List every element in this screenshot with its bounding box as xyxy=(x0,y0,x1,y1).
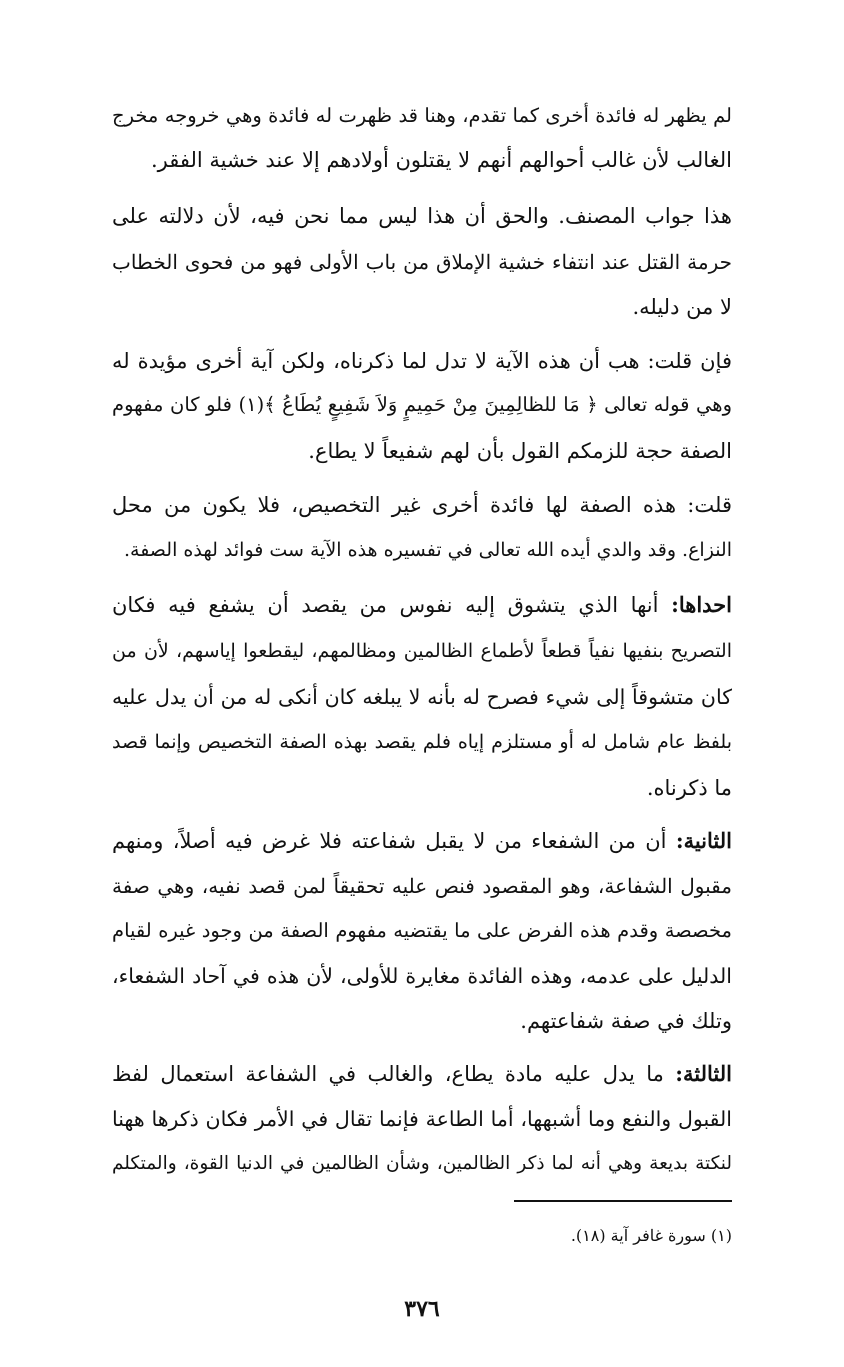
page-number: ٣٧٦ xyxy=(404,1296,440,1322)
text-line: الدليل على عدمه، وهذه الفائدة مغايرة للأولى، لأن هذه في آحاد الشفعاء، xyxy=(112,964,732,988)
text-line: بلفظ عام شامل له أو مستلزم إياه فلم يقصد بهذه الصفة التخصيص وإنما قصد xyxy=(112,731,732,753)
text-line: النزاع. وقد والدي أيده الله تعالى في تفسيره هذه الآية ست فوائد لهذه الصفة. xyxy=(123,539,732,561)
paragraph-heading: الثانية: xyxy=(675,828,732,853)
text-line: هذا جواب المصنف. والحق أن هذا ليس مما نحن فيه، لأن دلالته على xyxy=(112,204,732,228)
text-line: لنكتة بديعة وهي أنه لما ذكر الظالمين، وشأن الظالمين في الدنيا القوة، والمتكلم xyxy=(112,1153,732,1174)
line-text: أنها الذي يتشوق إليه نفوس من يقصد أن يشفع فيه فكان xyxy=(112,593,672,617)
text-line: وتلك في صفة شفاعتهم. xyxy=(520,1009,732,1033)
footnote-divider xyxy=(514,1200,732,1202)
text-line: قلت: هذه الصفة لها فائدة أخرى غير التخصيص، فلا يكون من محل xyxy=(112,493,732,517)
paragraph-heading: الثالثة: xyxy=(675,1061,732,1086)
text-line: ما ذكرناه. xyxy=(646,776,732,800)
text-line: التصريح بنفيها نفياً قطعاً لأطماع الظالمين ومظالمهم، ليقطعوا إياسهم، لأن من xyxy=(112,640,732,662)
text-line xyxy=(112,590,732,620)
text-line: مقبول الشفاعة، وهو المقصود فنص عليه تحقيقاً لمن قصد نفيه، وهي صفة xyxy=(112,874,732,898)
line-text: ما يدل عليه مادة يطاع، والغالب في الشفاعة استعمال لفظ xyxy=(112,1062,676,1086)
text-line: لا من دليله. xyxy=(632,295,732,319)
text-line: فإن قلت: هب أن هذه الآية لا تدل لما ذكرناه، ولكن آية أخرى مؤيدة له xyxy=(112,349,732,373)
text-line: كان متشوقاً إلى شيء فصرح له بأنه لا يبلغه كان أنكى له من أن يدل عليه xyxy=(112,685,732,709)
text-line: الصفة حجة للزمكم القول بأن لهم شفيعاً لا يطاع. xyxy=(308,439,732,463)
text-line: مخصصة وقدم هذه الفرض على ما يقتضيه مفهوم الصفة من وجود غيره لقيام xyxy=(112,919,732,942)
text-line: الغالب لأن غالب أحوالهم أنهم لا يقتلون أولادهم إلا عند خشية الفقر. xyxy=(150,148,732,172)
text-line: وهي قوله تعالى ﴿ مَا للظالِمِينَ مِنْ حَمِيمٍ وَلاَ شَفِيعٍ يُطَاعُ ﴾(١) فلو كان مفهوم xyxy=(112,393,732,416)
paragraph-heading: احداها: xyxy=(671,592,732,617)
text-line: القبول والنفع وما أشبهها، أما الطاعة فإنما تقال في الأمر فكان ذكرها ههنا xyxy=(112,1107,732,1131)
text-line xyxy=(112,826,732,856)
footnote: (١) سورة غافر آية (١٨). xyxy=(570,1226,732,1245)
text-line xyxy=(112,1059,732,1089)
line-text: أن من الشفعاء من لا يقبل شفاعته فلا غرض فيه أصلاً، ومنهم xyxy=(112,829,676,853)
text-line: حرمة القتل عند انتفاء خشية الإملاق من باب الأولى فهو من فحوى الخطاب xyxy=(112,250,732,274)
text-line: لم يظهر له فائدة أخرى كما تقدم، وهنا قد ظهرت له فائدة وهي خروجه مخرج xyxy=(112,104,732,127)
